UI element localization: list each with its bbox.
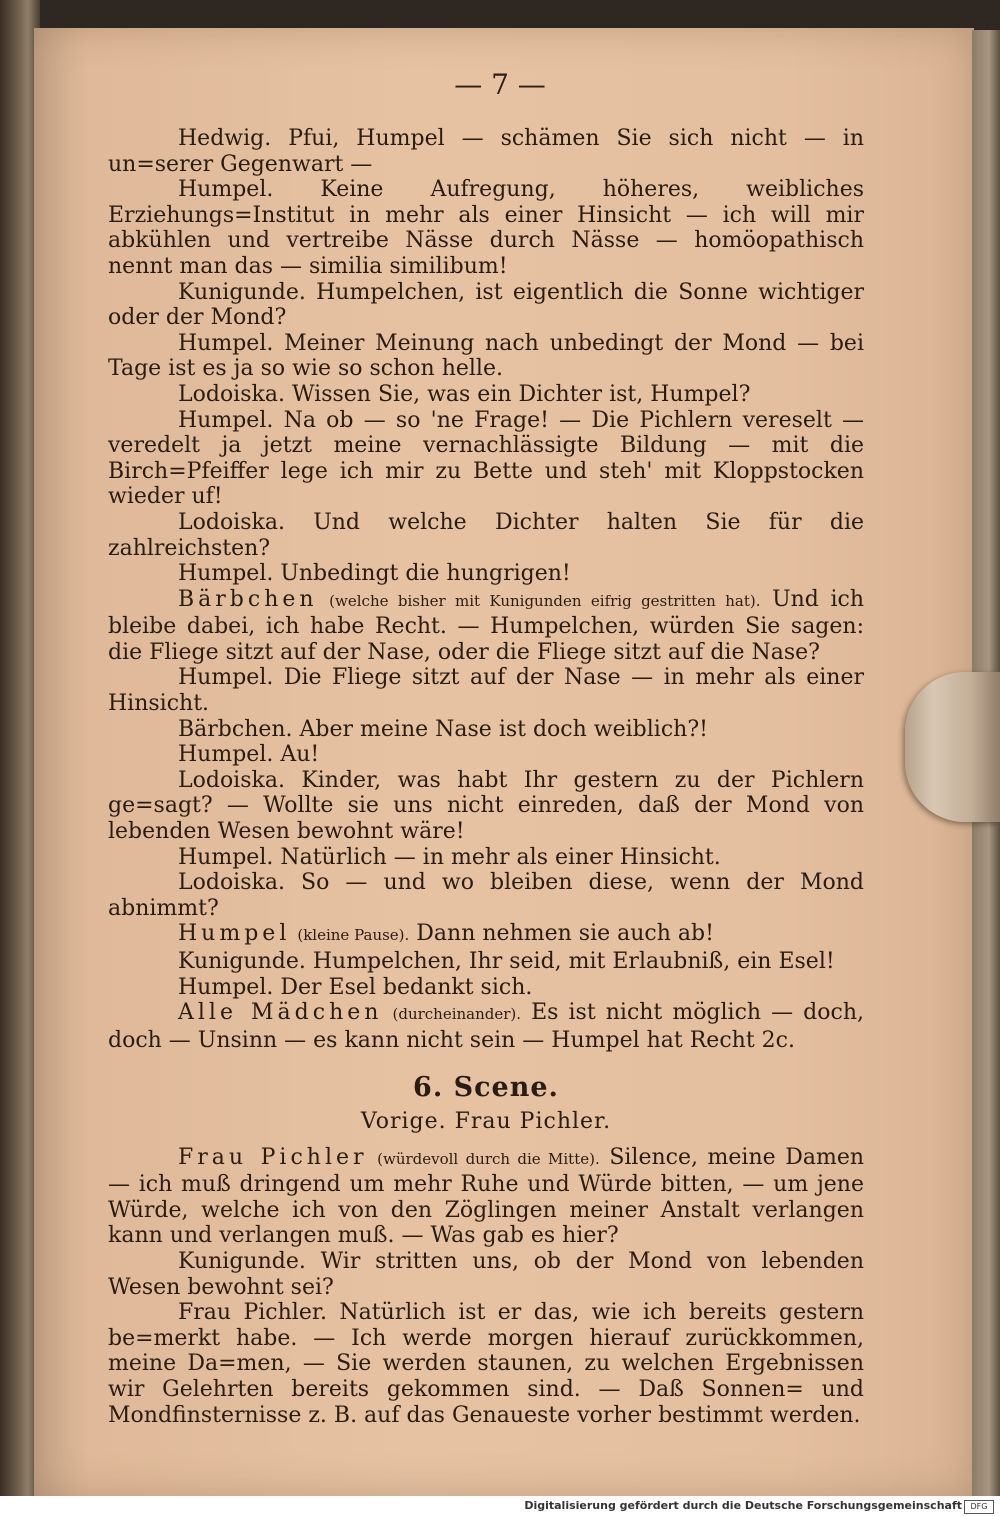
funding-notice: Digitalisierung gefördert durch die Deutsche Forschungsgemeinschaft xyxy=(524,1499,962,1512)
dialogue-line: Humpel. Au! xyxy=(178,742,320,768)
dialogue-line: Humpel. Na ob — so 'ne Frage! — Die Pichlern vereselt — veredelt ja jetzt meine vernachlässigte Bildung — mit die Birch=Pfeiffer lege ich mir zu Bette und steh' mit Kloppstocken wieder uf! xyxy=(108,407,864,510)
dialogue-line: Humpel. Keine Aufregung, höheres, weibliches Erziehungs=Institut in mehr als einer Hinsicht — ich will mir abkühlen und vertreibe Nässe durch Nässe — homöopathisch nennt man das — similia similibum! xyxy=(108,177,864,279)
dialogue-line: Kunigunde. Humpelchen, Ihr seid, mit Erlaubniß, ein Esel! xyxy=(178,949,835,974)
dialogue-line: Kunigunde. Humpelchen, ist eigentlich die Sonne wichtiger oder der Mond? xyxy=(108,279,864,331)
dialogue-line: Frau Pichler. Natürlich ist er das, wie ich bereits gestern be=merkt habe. — Ich werde morgen hierauf zurückkommen, meine Da=men, — Sie werden staunen, zu welchen Ergebnissen wir Gelehrten bereits gekommen sind. — Daß Sonnen= und Mondfinsternisse z. B. auf das Genaueste vorher bestimmt werden. xyxy=(108,1300,864,1428)
speaker-name: Alle Mädchen xyxy=(178,1000,383,1026)
dialogue-line: Lodoiska. Kinder, was habt Ihr gestern zu der Pichlern ge=sagt? — Wollte sie uns nicht einreden, daß der Mond von lebenden Wesen bewohnt wäre! xyxy=(108,767,864,845)
dialogue-line: Hedwig. Pfui, Humpel — schämen Sie sich nicht — in un=serer Gegenwart — xyxy=(108,126,864,177)
page-number: — 7 — xyxy=(454,68,546,101)
speaker-name: Frau Pichler xyxy=(178,1144,368,1170)
dialogue-line xyxy=(108,587,864,666)
dialogue-line: Lodoiska. Und welche Dichter halten Sie für die zahlreichsten? xyxy=(108,509,864,561)
dialogue-line: Humpel. Der Esel bedankt sich. xyxy=(178,974,533,1000)
speaker-name: Humpel xyxy=(178,921,291,947)
footer-bar xyxy=(0,1496,1000,1516)
dialogue-line: Bärbchen. Aber meine Nase ist doch weiblich?! xyxy=(178,716,708,742)
stage-direction: (kleine Pause). xyxy=(297,926,410,945)
stage-direction: (durcheinander). xyxy=(392,1005,522,1024)
scene-characters: Vorige. Frau Pichler. xyxy=(360,1108,612,1134)
dialogue-line: Humpel. Natürlich — in mehr als einer Hinsicht. xyxy=(178,844,721,870)
speaker-name: Bärbchen xyxy=(178,586,318,612)
speech-text: Es ist nicht möglich — doch, doch — Unsinn — es kann nicht sein — Humpel hat Recht 2c. xyxy=(108,1000,864,1053)
dialogue-line xyxy=(108,1000,864,1053)
dialogue-line: Humpel. Die Fliege sitzt auf der Nase — in mehr als einer Hinsicht. xyxy=(108,665,864,717)
speech-text: Silence, meine Damen — ich muß dringend um mehr Ruhe und Würde bitten, — um jene Würde, welche ich von den Zöglingen meiner Anstalt verlangen kann und verlangen muß. — Was gab es hier? xyxy=(108,1144,865,1249)
dialogue-line xyxy=(108,1145,864,1249)
dialogue-line: Lodoiska. So — und wo bleiben diese, wenn der Mond abnimmt? xyxy=(108,870,864,921)
speech-text: Dann nehmen sie auch ab! xyxy=(416,921,714,947)
dialogue-line: Kunigunde. Wir stritten uns, ob der Mond von lebenden Wesen bewohnt sei? xyxy=(108,1248,864,1300)
body-text xyxy=(108,126,864,1428)
speech-text: Und ich bleibe dabei, ich habe Recht. — Humpelchen, würden Sie sagen: die Fliege sitzt auf der Nase, oder die Fliege sitzt auf die Nase? xyxy=(108,586,864,665)
scene-heading: 6. Scene. xyxy=(413,1072,559,1104)
dialogue-line xyxy=(108,921,864,949)
stage-direction: (würdevoll durch die Mitte). xyxy=(377,1149,600,1168)
page-clip xyxy=(905,672,1000,822)
dfg-logo: DFG xyxy=(964,1500,994,1514)
dialogue-line: Lodoiska. Wissen Sie, was ein Dichter ist, Humpel? xyxy=(178,381,751,407)
dialogue-line: Humpel. Unbedingt die hungrigen! xyxy=(178,561,571,587)
stage-direction: (welche bisher mit Kunigunden eifrig gestritten hat). xyxy=(329,591,761,610)
dialogue-line: Humpel. Meiner Meinung nach unbedingt der Mond — bei Tage ist es ja so wie so schon helle. xyxy=(108,330,864,382)
